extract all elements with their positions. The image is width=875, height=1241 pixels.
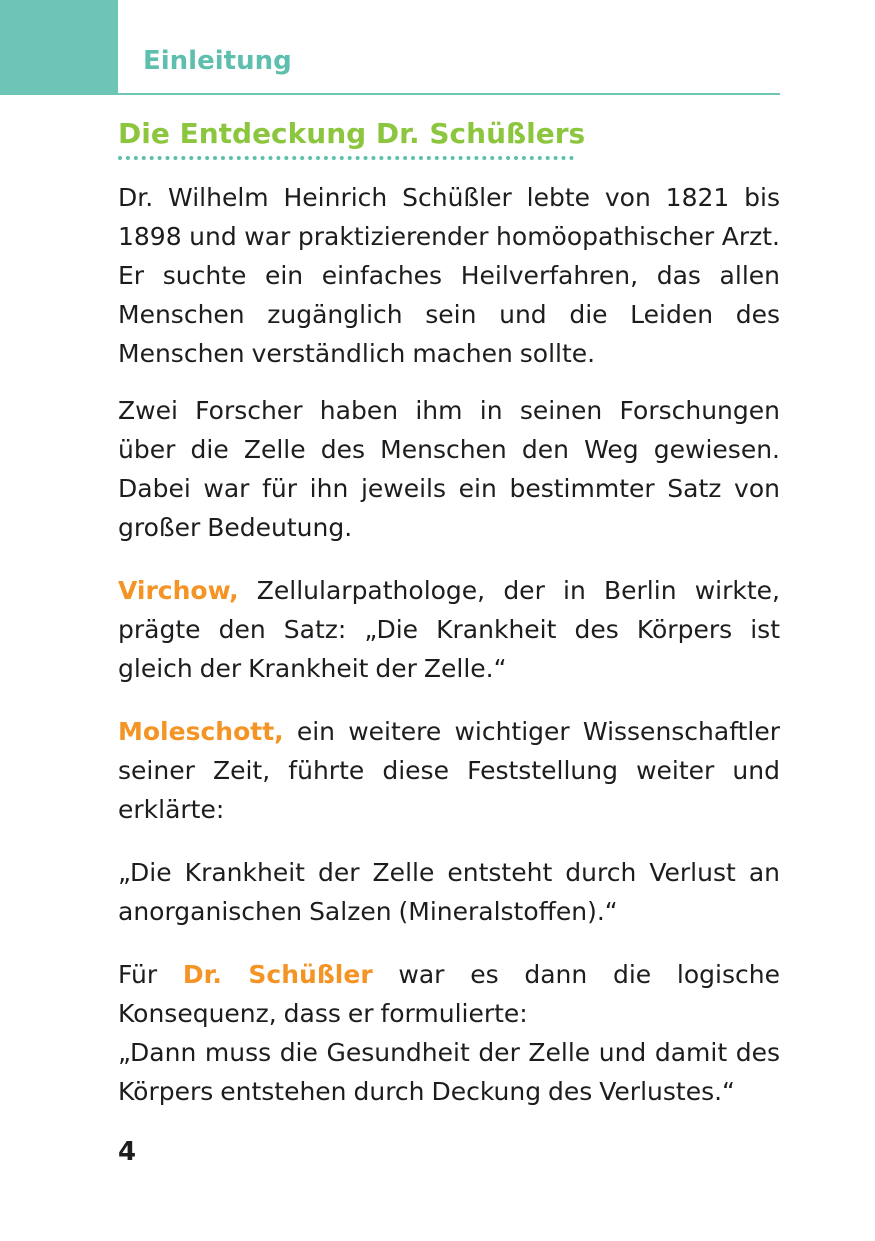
moleschott-text: ein weitere wichtiger Wissenschaftler seiner Zeit, führte diese Feststellung weiter und erklärte: <box>118 717 780 824</box>
paragraph-researchers: Zwei Forscher haben ihm in seinen Forschungen über die Zelle des Menschen den Weg gewiesen. Dabei war für ihn jeweils ein bestimmter Satz von großer Bedeutung. <box>118 396 780 542</box>
paragraph-virchow <box>118 571 780 688</box>
title-dotted-underline <box>118 156 574 160</box>
name-moleschott: Moleschott, <box>118 717 284 746</box>
quote-moleschott: „Die Krankheit der Zelle entsteht durch Verlust an anorganischen Salzen (Mineralstoffen).“ <box>118 858 780 926</box>
body-text <box>118 178 780 1111</box>
name-virchow: Virchow, <box>118 576 239 605</box>
name-schuessler: Dr. Schüßler <box>182 960 373 989</box>
header-rule <box>118 93 780 95</box>
schuessler-prefix: Für <box>118 960 183 989</box>
section-label: Einleitung <box>143 46 292 76</box>
page-title: Die Entdeckung Dr. Schüßlers <box>118 117 586 150</box>
header-color-block <box>0 0 118 95</box>
paragraph-schuessler <box>118 955 780 1033</box>
paragraph-intro: Dr. Wilhelm Heinrich Schüßler lebte von 1821 bis 1898 und war praktizierender homöopathischer Arzt. Er suchte ein einfaches Heilverfahren, das allen Menschen zugänglich sein und die Leiden des Menschen verständlich machen sollte. <box>118 183 780 368</box>
paragraph-moleschott <box>118 712 780 829</box>
page-number: 4 <box>118 1137 137 1167</box>
schuessler-text: war es dann die logische Konsequenz, dass er formulierte: <box>118 960 780 1028</box>
quote-schuessler: „Dann muss die Gesundheit der Zelle und damit des Körpers entstehen durch Deckung des Verlustes.“ <box>118 1038 780 1106</box>
virchow-text: Zellularpathologe, der in Berlin wirkte, prägte den Satz: „Die Krankheit des Körpers ist gleich der Krankheit der Zelle.“ <box>118 576 780 683</box>
